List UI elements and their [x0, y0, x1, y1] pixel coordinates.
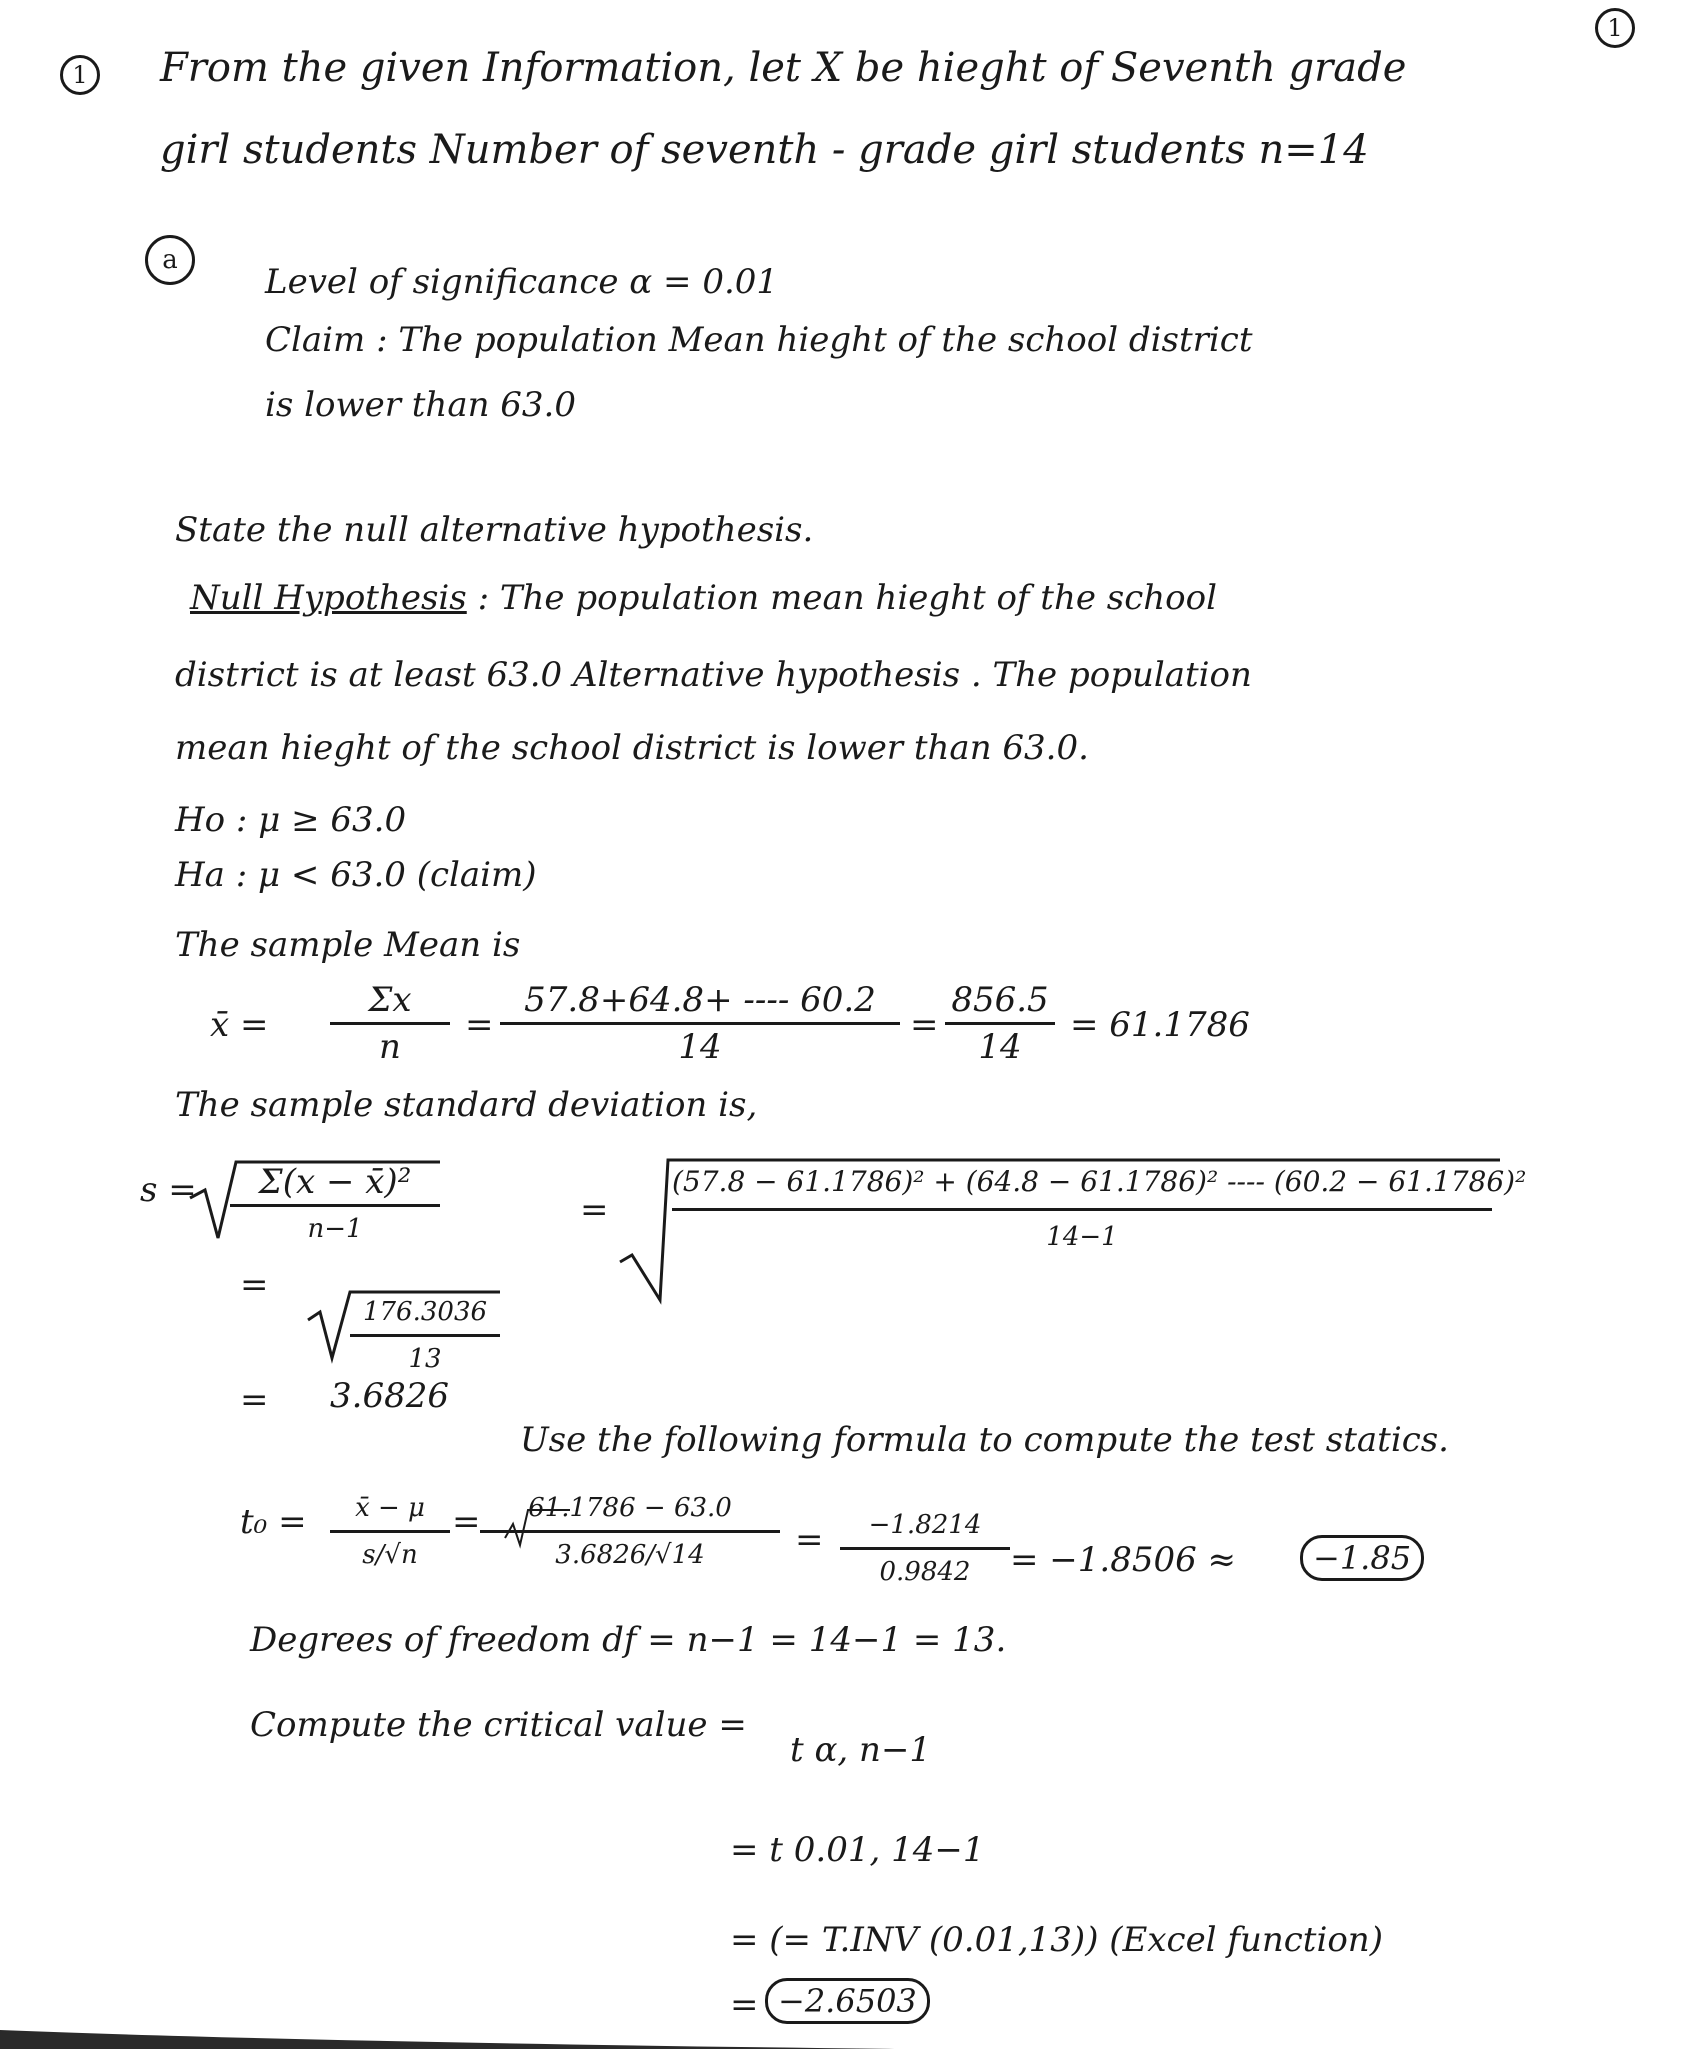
null-hypothesis-text: : The population mean hieght of the school	[477, 578, 1217, 618]
critical-boxed-answer: −2.6503	[765, 1978, 930, 2024]
critical-step-3: = (= T.INV (0.01,13)) (Excel function)	[730, 1920, 1383, 1960]
hypotheses-line-3: mean hieght of the school district is lower than 63.0.	[175, 728, 1089, 768]
test-stat-intro: Use the following formula to compute the test statics.	[520, 1420, 1449, 1460]
alpha-line: Level of significance α = 0.01	[265, 262, 779, 302]
equals-sign: =	[795, 1520, 824, 1560]
df-line: Degrees of freedom df = n−1 = 14−1 = 13.	[250, 1620, 1007, 1660]
null-hypothesis-symbolic: Ho : μ ≥ 63.0	[175, 800, 407, 840]
alt-hypothesis-symbolic: Ha : μ < 63.0 (claim)	[175, 855, 537, 895]
equals-sign: =	[910, 1005, 939, 1045]
sd-formula-numerator: Σ(x − x̄)²	[258, 1162, 412, 1202]
test-stat-values-numerator: 61.1786 − 63.0	[528, 1493, 732, 1523]
problem-number-text: 1	[72, 61, 88, 89]
mean-formula-denominator: n	[379, 1027, 401, 1067]
sd-formula-denominator: n−1	[307, 1214, 363, 1244]
test-stat-values-fraction	[480, 1488, 780, 1575]
hypotheses-line-2: district is at least 63.0 Alternative hypothesis . The population	[175, 655, 1252, 695]
corner-page-number-text: 1	[1607, 14, 1623, 42]
part-a-label-text: a	[162, 245, 178, 275]
critical-step-1: t α, n−1	[790, 1730, 932, 1770]
null-hypothesis-line	[190, 578, 1217, 618]
intro-line-2: girl students Number of seventh - grade girl students n=14	[160, 127, 1369, 173]
mean-formula-numerator: Σx	[368, 980, 412, 1020]
intro-line-1: From the given Information, let X be hieght of Seventh grade	[160, 45, 1407, 91]
mean-values-numerator: 57.8+64.8+ ---- 60.2	[524, 980, 876, 1020]
test-stat-formula-denominator: s/√n	[362, 1540, 418, 1570]
test-stat-t0: t₀ =	[240, 1502, 307, 1542]
sd-expanded-denominator: 14−1	[1046, 1222, 1118, 1252]
test-stat-result-numerator: −1.8214	[868, 1510, 982, 1540]
mean-total-numerator: 856.5	[951, 980, 1049, 1020]
mean-total-denominator: 14	[978, 1027, 1022, 1067]
mean-result: = 61.1786	[1070, 1005, 1250, 1045]
sd-step-denominator: 13	[408, 1344, 442, 1374]
sd-formula-fraction	[230, 1162, 440, 1249]
mean-intro: The sample Mean is	[175, 925, 521, 965]
test-stat-values-denominator: 3.6826/√14	[555, 1540, 705, 1570]
test-stat-result-fraction	[840, 1505, 1010, 1592]
critical-intro: Compute the critical value =	[250, 1705, 747, 1745]
sd-step-fraction	[350, 1292, 500, 1379]
test-stat-formula-fraction	[330, 1488, 450, 1575]
equals-sign: =	[730, 1985, 759, 2025]
test-stat-boxed-answer: −1.85	[1300, 1535, 1424, 1581]
null-hypothesis-label: Null Hypothesis	[190, 578, 467, 618]
equals-sign: =	[240, 1380, 269, 1420]
test-stat-result-denominator: 0.9842	[879, 1557, 971, 1587]
page-edge-shadow	[0, 2030, 900, 2049]
corner-page-number	[1595, 8, 1635, 48]
equals-sign: =	[465, 1005, 494, 1045]
mean-total-fraction	[945, 980, 1055, 1067]
test-stat-approx: = −1.8506 ≈	[1010, 1540, 1237, 1580]
claim-line-1: Claim : The population Mean hieght of the school district	[265, 320, 1253, 360]
sd-expanded-numerator: (57.8 − 61.1786)² + (64.8 − 61.1786)² ---- (60.2 − 61.1786)²	[672, 1165, 1527, 1198]
mean-formula-fraction	[330, 980, 450, 1067]
sd-step-numerator: 176.3036	[362, 1297, 488, 1327]
sd-result: 3.6826	[330, 1376, 449, 1416]
mean-values-fraction	[500, 980, 900, 1067]
equals-sign: =	[452, 1502, 481, 1542]
test-stat-formula-numerator: x̄ − μ	[355, 1493, 425, 1523]
equals-sign: =	[580, 1190, 609, 1230]
hypotheses-intro: State the null alternative hypothesis.	[175, 510, 814, 550]
equals-sign: =	[240, 1265, 269, 1305]
mean-xbar: x̄ =	[210, 1005, 269, 1045]
critical-step-2: = t 0.01, 14−1	[730, 1830, 985, 1870]
mean-values-denominator: 14	[678, 1027, 722, 1067]
sd-s: s =	[140, 1170, 197, 1210]
sd-intro: The sample standard deviation is,	[175, 1085, 758, 1125]
claim-line-2: is lower than 63.0	[265, 385, 576, 425]
problem-number	[60, 55, 100, 95]
part-a-label	[145, 235, 195, 285]
sd-expanded-fraction	[672, 1162, 1527, 1257]
